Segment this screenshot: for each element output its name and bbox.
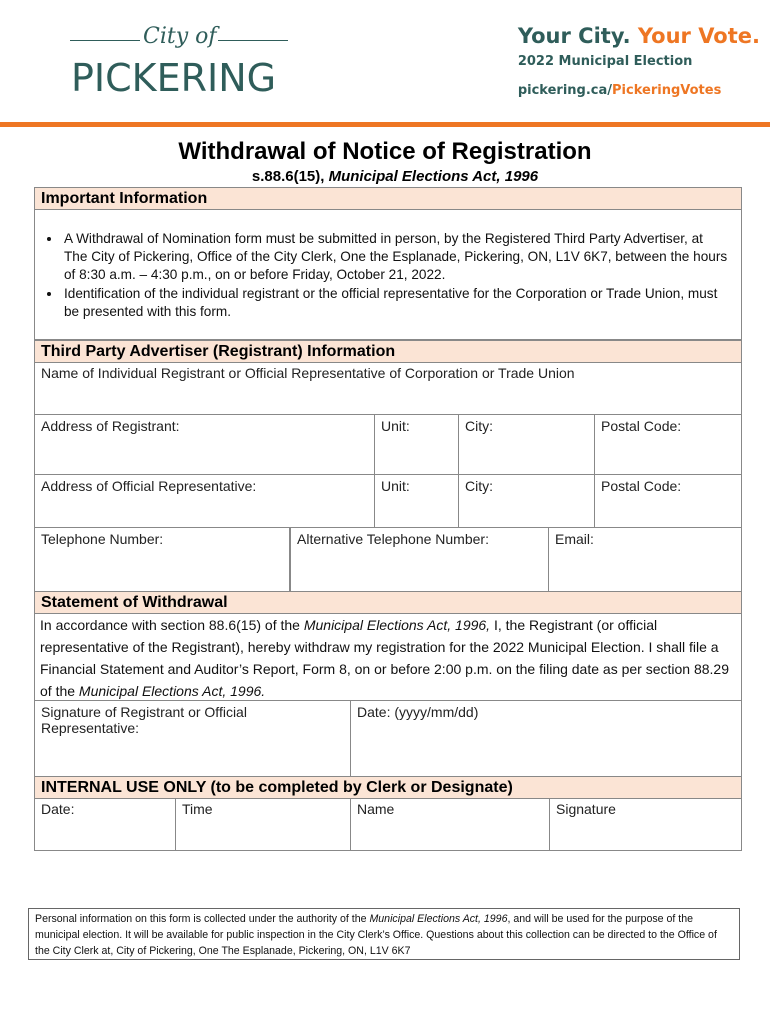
official-address-field[interactable]: Address of Official Representative: — [34, 475, 375, 528]
privacy-text-1: Personal information on this form is collected under the authority of the — [35, 913, 370, 925]
logo-rule-right — [218, 40, 288, 41]
slogan-part1: Your City. — [517, 24, 631, 48]
form-subtitle — [0, 168, 770, 185]
date-field[interactable]: Date: (yyyy/mm/dd) — [351, 700, 742, 777]
election-name: 2022 Municipal Election — [517, 54, 693, 69]
slogan-part2: Your Vote. — [637, 24, 760, 48]
registrant-address-field[interactable]: Address of Registrant: — [34, 415, 375, 475]
email-field[interactable]: Email: — [549, 528, 742, 592]
header-divider — [0, 122, 770, 127]
form-title: Withdrawal of Notice of Registration — [178, 138, 592, 165]
privacy-text-2: , and will be used for the purpose of the municipal election. It will be available for public inspection in the City Clerk’s Office. Questions about this collection can be directed to the Office of the City Clerk at, City of Pickering, One The Esplanade, Pickering, ON, L1V 6K7 — [35, 913, 717, 957]
registrant-city-field[interactable]: City: — [459, 415, 595, 475]
info-bullet-1: • A Withdrawal of Nomination form must be submitted in person, by the Registered Third Party Advertiser, at The City of Pickering, Office of the City Clerk, One the Esplanade, Pickering, ON, L1V 6K7, between the hours of 8:30 a.m. – 4:30 p.m., on or before Friday, October 21, 2022. — [62, 230, 728, 284]
official-city-field[interactable]: City: — [459, 475, 595, 528]
privacy-act: Municipal Elections Act, 1996 — [369, 913, 508, 925]
info-bullet-2: • Identification of the individual registrant or the official representative for the Corporation or Trade Union, must be presented with this form. — [62, 285, 728, 321]
statement-heading: Statement of Withdrawal — [34, 591, 742, 614]
campaign-header — [518, 24, 760, 98]
statement-p1: In accordance with section 88.6(15) of the — [40, 617, 304, 633]
url-part2: PickeringVotes — [612, 83, 722, 98]
subtitle-section: s.88.6(15), — [251, 168, 325, 185]
logo-pickering: PICKERING — [71, 56, 277, 100]
internal-time-field[interactable]: Time — [176, 798, 351, 851]
logo-city-of: City of — [143, 24, 217, 49]
internal-signature-field[interactable]: Signature — [550, 798, 742, 851]
alt-telephone-field[interactable]: Alternative Telephone Number: — [290, 528, 549, 592]
signature-field[interactable]: Signature of Registrant or Official Representative: — [34, 700, 351, 777]
statement-text — [34, 612, 742, 704]
url-part1: pickering.ca/ — [517, 83, 613, 98]
subtitle-act: Municipal Elections Act, 1996 — [328, 168, 539, 185]
registrant-postal-field[interactable]: Postal Code: — [595, 415, 742, 475]
city-of-pickering-logo — [68, 22, 290, 100]
statement-p2: I, the Registrant (or official representative of the Registrant), hereby withdraw my registration for the 2022 Municipal Election. I shall file a Financial Statement and Auditor’s Report, Form 8, on or before 2:00 p.m. on the filing date as per section 88.29 of the — [40, 617, 729, 699]
registrant-name-field[interactable]: Name of Individual Registrant or Official Representative of Corporation or Trade Union — [34, 362, 742, 415]
statement-act2: Municipal Elections Act, 1996. — [78, 683, 266, 699]
privacy-notice — [28, 908, 740, 960]
telephone-field[interactable]: Telephone Number: — [34, 528, 290, 592]
official-postal-field[interactable]: Postal Code: — [595, 475, 742, 528]
votes-url[interactable] — [518, 83, 760, 98]
internal-use-heading: INTERNAL USE ONLY (to be completed by Clerk or Designate) — [34, 776, 742, 799]
important-info-list — [34, 230, 742, 322]
registrant-unit-field[interactable]: Unit: — [375, 415, 459, 475]
internal-name-field[interactable]: Name — [351, 798, 550, 851]
logo-rule-left — [70, 40, 140, 41]
slogan — [518, 24, 760, 48]
internal-date-field[interactable]: Date: — [34, 798, 176, 851]
official-unit-field[interactable]: Unit: — [375, 475, 459, 528]
important-info-heading: Important Information — [34, 187, 742, 210]
registrant-info-heading: Third Party Advertiser (Registrant) Information — [34, 340, 742, 363]
statement-act1: Municipal Elections Act, 1996, — [303, 617, 491, 633]
